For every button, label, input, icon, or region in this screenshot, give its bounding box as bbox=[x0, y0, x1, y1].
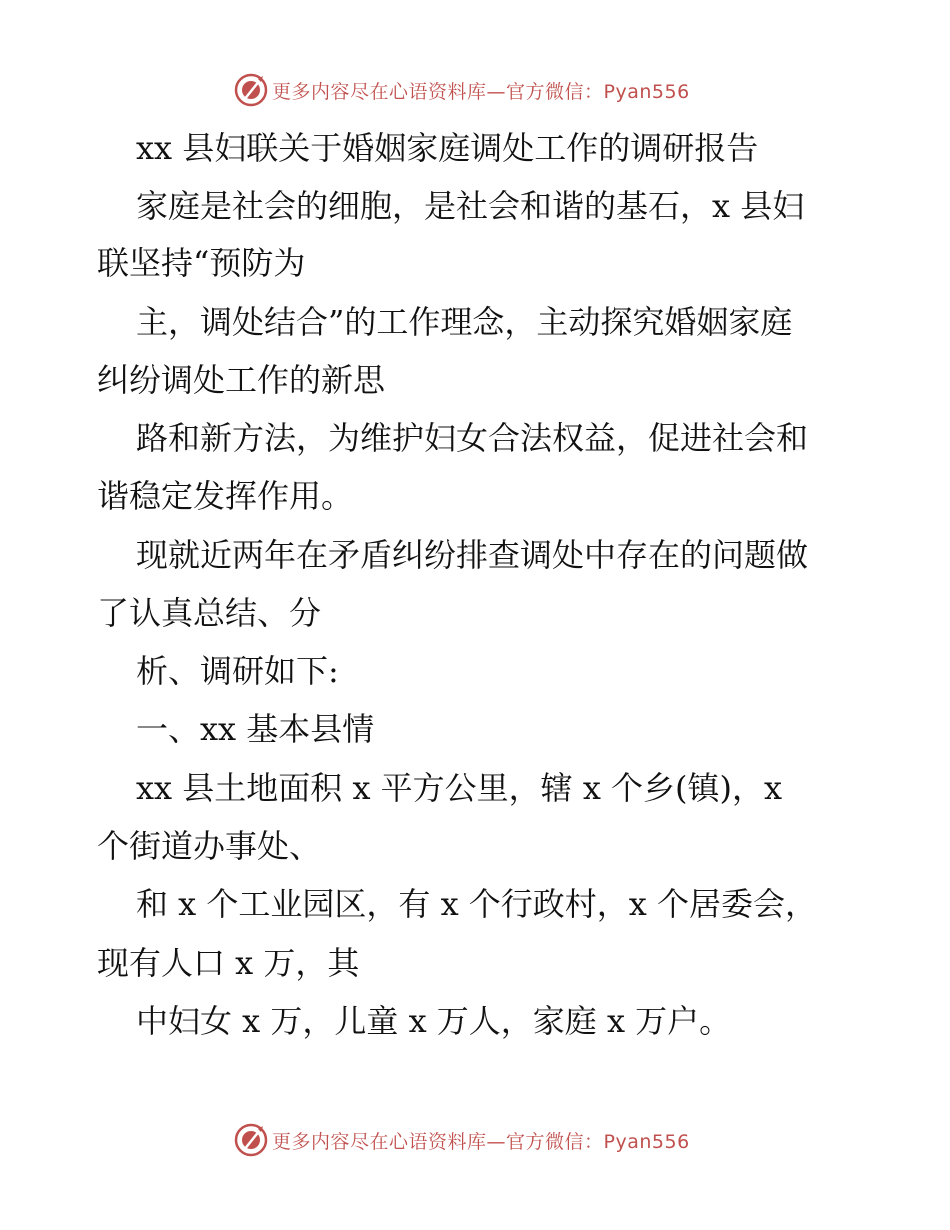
paragraph-line: 主，调处结合”的工作理念，主动探究婚姻家庭 bbox=[136, 303, 793, 341]
quill-seal-icon bbox=[234, 73, 268, 107]
paragraph-line: 中妇女 x 万，儿童 x 万人，家庭 x 万户。 bbox=[136, 1002, 732, 1040]
paragraph-line: 现有人口 x 万，其 bbox=[97, 944, 360, 982]
document-title: xx 县妇联关于婚姻家庭调处工作的调研报告 bbox=[136, 129, 759, 167]
paragraph-line: 了认真总结、分 bbox=[97, 594, 322, 632]
quill-seal-icon bbox=[234, 1123, 268, 1157]
watermark-header bbox=[234, 72, 690, 108]
watermark-footer bbox=[234, 1122, 690, 1158]
section-heading: 一、xx 基本县情 bbox=[136, 710, 375, 748]
paragraph-line: 谐稳定发挥作用。 bbox=[97, 477, 354, 515]
paragraph-line: 个街道办事处、 bbox=[97, 827, 322, 865]
watermark-text: 更多内容尽在心语资料库—官方微信：Pyan556 bbox=[272, 1130, 690, 1153]
paragraph-line: 析、调研如下: bbox=[136, 652, 339, 690]
paragraph-line: 纠纷调处工作的新思 bbox=[97, 361, 386, 399]
paragraph-line: 现就近两年在矛盾纠纷排查调处中存在的问题做 bbox=[136, 536, 809, 574]
paragraph-line: 家庭是社会的细胞，是社会和谐的基石，x 县妇 bbox=[136, 187, 805, 225]
paragraph-line: xx 县土地面积 x 平方公里，辖 x 个乡(镇)，x bbox=[136, 769, 783, 807]
watermark-text: 更多内容尽在心语资料库—官方微信：Pyan556 bbox=[272, 80, 690, 103]
paragraph-line: 和 x 个工业园区，有 x 个行政村，x 个居委会， bbox=[136, 885, 818, 923]
paragraph-line: 路和新方法，为维护妇女合法权益，促进社会和 bbox=[136, 419, 809, 457]
paragraph-line: 联坚持“预防为 bbox=[97, 244, 306, 282]
